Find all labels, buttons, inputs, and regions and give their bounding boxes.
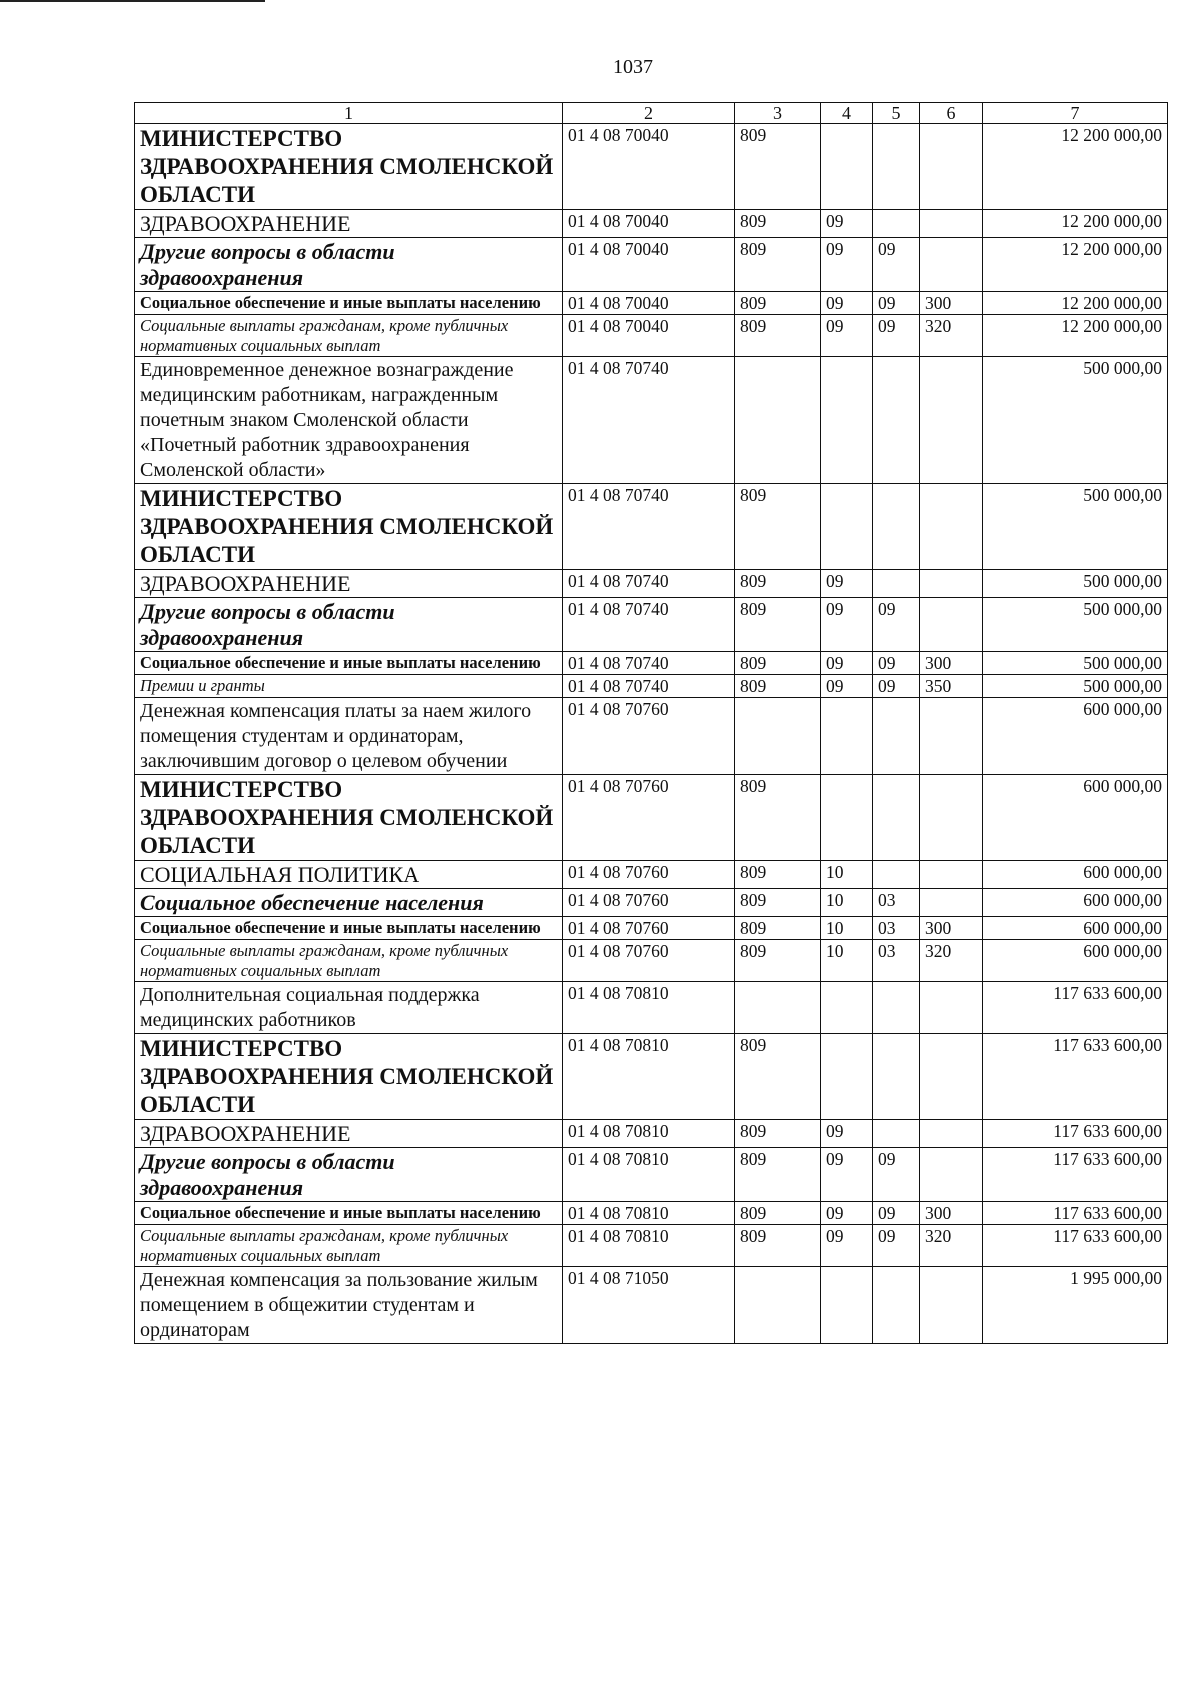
expense-type-cell: 350 [920, 675, 983, 698]
target-code-cell: 01 4 08 70810 [563, 982, 735, 1034]
header-cell-6: 6 [920, 103, 983, 124]
target-code-cell: 01 4 08 70810 [563, 1120, 735, 1148]
subsection-code-cell [873, 861, 920, 889]
table-header-row [135, 103, 1168, 124]
expense-type-cell [920, 598, 983, 652]
name-cell: Социальные выплаты гражданам, кроме публичных нормативных социальных выплат [135, 315, 563, 357]
target-code-cell: 01 4 08 70040 [563, 315, 735, 357]
section-code-cell [821, 1034, 873, 1120]
target-code-cell: 01 4 08 70810 [563, 1202, 735, 1225]
section-code-cell: 10 [821, 917, 873, 940]
department-code-cell: 809 [735, 775, 821, 861]
target-code-cell: 01 4 08 70760 [563, 861, 735, 889]
subsection-code-cell [873, 1267, 920, 1344]
table-row [135, 982, 1168, 1034]
amount-cell: 117 633 600,00 [983, 1034, 1168, 1120]
subsection-code-cell: 09 [873, 652, 920, 675]
subsection-code-cell: 03 [873, 917, 920, 940]
amount-cell: 12 200 000,00 [983, 124, 1168, 210]
expense-type-cell [920, 1034, 983, 1120]
section-code-cell: 09 [821, 570, 873, 598]
expense-type-cell [920, 861, 983, 889]
department-code-cell: 809 [735, 570, 821, 598]
table-row [135, 210, 1168, 238]
name-cell: МИНИСТЕРСТВО ЗДРАВООХРАНЕНИЯ СМОЛЕНСКОЙ ОБЛАСТИ [135, 775, 563, 861]
department-code-cell: 809 [735, 1120, 821, 1148]
expense-type-cell [920, 124, 983, 210]
department-code-cell: 809 [735, 889, 821, 917]
target-code-cell: 01 4 08 70040 [563, 292, 735, 315]
name-cell: Социальное обеспечение и иные выплаты населению [135, 1202, 563, 1225]
target-code-cell: 01 4 08 70760 [563, 775, 735, 861]
amount-cell: 117 633 600,00 [983, 1148, 1168, 1202]
subsection-code-cell [873, 124, 920, 210]
section-code-cell: 09 [821, 315, 873, 357]
amount-cell: 117 633 600,00 [983, 1225, 1168, 1267]
department-code-cell [735, 357, 821, 484]
department-code-cell: 809 [735, 917, 821, 940]
subsection-code-cell [873, 570, 920, 598]
name-cell: МИНИСТЕРСТВО ЗДРАВООХРАНЕНИЯ СМОЛЕНСКОЙ ОБЛАСТИ [135, 484, 563, 570]
name-cell: СОЦИАЛЬНАЯ ПОЛИТИКА [135, 861, 563, 889]
amount-cell: 117 633 600,00 [983, 1202, 1168, 1225]
amount-cell: 117 633 600,00 [983, 1120, 1168, 1148]
target-code-cell: 01 4 08 70040 [563, 238, 735, 292]
department-code-cell [735, 1267, 821, 1344]
table-row [135, 775, 1168, 861]
subsection-code-cell [873, 698, 920, 775]
department-code-cell: 809 [735, 1225, 821, 1267]
expense-type-cell [920, 889, 983, 917]
subsection-code-cell: 09 [873, 1148, 920, 1202]
target-code-cell: 01 4 08 70740 [563, 598, 735, 652]
target-code-cell: 01 4 08 70760 [563, 889, 735, 917]
table-row [135, 698, 1168, 775]
expense-type-cell: 320 [920, 940, 983, 982]
expense-type-cell [920, 210, 983, 238]
department-code-cell: 809 [735, 598, 821, 652]
table-row [135, 1202, 1168, 1225]
header-cell-3: 3 [735, 103, 821, 124]
department-code-cell: 809 [735, 292, 821, 315]
expense-type-cell [920, 1267, 983, 1344]
name-cell: Социальное обеспечение и иные выплаты населению [135, 917, 563, 940]
amount-cell: 500 000,00 [983, 570, 1168, 598]
table-row [135, 889, 1168, 917]
department-code-cell: 809 [735, 1202, 821, 1225]
section-code-cell: 09 [821, 1225, 873, 1267]
name-cell: Социальное обеспечение и иные выплаты населению [135, 652, 563, 675]
subsection-code-cell: 09 [873, 292, 920, 315]
scan-edge-line [0, 0, 265, 2]
header-cell-4: 4 [821, 103, 873, 124]
target-code-cell: 01 4 08 70760 [563, 698, 735, 775]
target-code-cell: 01 4 08 70740 [563, 675, 735, 698]
section-code-cell: 09 [821, 652, 873, 675]
department-code-cell: 809 [735, 484, 821, 570]
department-code-cell: 809 [735, 315, 821, 357]
amount-cell: 600 000,00 [983, 889, 1168, 917]
name-cell: Социальное обеспечение и иные выплаты населению [135, 292, 563, 315]
table-row [135, 238, 1168, 292]
table-row [135, 570, 1168, 598]
department-code-cell [735, 982, 821, 1034]
table-row [135, 124, 1168, 210]
amount-cell: 600 000,00 [983, 861, 1168, 889]
budget-table [134, 102, 1168, 1344]
expense-type-cell: 300 [920, 1202, 983, 1225]
name-cell: Социальное обеспечение населения [135, 889, 563, 917]
table-row [135, 1267, 1168, 1344]
subsection-code-cell: 03 [873, 889, 920, 917]
name-cell: Денежная компенсация за пользование жилым помещением в общежитии студентам и ординаторам [135, 1267, 563, 1344]
expense-type-cell: 320 [920, 1225, 983, 1267]
name-cell: Другие вопросы в области здравоохранения [135, 598, 563, 652]
section-code-cell [821, 698, 873, 775]
table-row [135, 861, 1168, 889]
section-code-cell [821, 357, 873, 484]
subsection-code-cell [873, 982, 920, 1034]
subsection-code-cell [873, 210, 920, 238]
amount-cell: 600 000,00 [983, 698, 1168, 775]
subsection-code-cell: 09 [873, 598, 920, 652]
department-code-cell: 809 [735, 1034, 821, 1120]
expense-type-cell [920, 357, 983, 484]
amount-cell: 500 000,00 [983, 484, 1168, 570]
table-row [135, 1034, 1168, 1120]
header-cell-2: 2 [563, 103, 735, 124]
table-row [135, 598, 1168, 652]
table-row [135, 940, 1168, 982]
target-code-cell: 01 4 08 70040 [563, 210, 735, 238]
section-code-cell: 09 [821, 1202, 873, 1225]
section-code-cell [821, 484, 873, 570]
department-code-cell: 809 [735, 238, 821, 292]
amount-cell: 117 633 600,00 [983, 982, 1168, 1034]
subsection-code-cell: 09 [873, 675, 920, 698]
section-code-cell [821, 982, 873, 1034]
name-cell: Единовременное денежное вознаграждение медицинским работникам, награжденным почетным знаком Смоленской области «Почетный работник здравоохранения Смоленской области» [135, 357, 563, 484]
section-code-cell: 09 [821, 238, 873, 292]
subsection-code-cell: 09 [873, 315, 920, 357]
amount-cell: 500 000,00 [983, 652, 1168, 675]
department-code-cell [735, 698, 821, 775]
section-code-cell: 09 [821, 1120, 873, 1148]
department-code-cell: 809 [735, 675, 821, 698]
amount-cell: 12 200 000,00 [983, 292, 1168, 315]
expense-type-cell: 300 [920, 292, 983, 315]
subsection-code-cell [873, 1120, 920, 1148]
target-code-cell: 01 4 08 70740 [563, 570, 735, 598]
subsection-code-cell: 03 [873, 940, 920, 982]
target-code-cell: 01 4 08 71050 [563, 1267, 735, 1344]
expense-type-cell [920, 775, 983, 861]
expense-type-cell [920, 698, 983, 775]
amount-cell: 600 000,00 [983, 940, 1168, 982]
subsection-code-cell [873, 357, 920, 484]
table-row [135, 675, 1168, 698]
target-code-cell: 01 4 08 70740 [563, 652, 735, 675]
expense-type-cell: 320 [920, 315, 983, 357]
section-code-cell: 09 [821, 210, 873, 238]
expense-type-cell [920, 1148, 983, 1202]
target-code-cell: 01 4 08 70810 [563, 1225, 735, 1267]
table-row [135, 1225, 1168, 1267]
header-cell-1: 1 [135, 103, 563, 124]
section-code-cell: 10 [821, 940, 873, 982]
department-code-cell: 809 [735, 861, 821, 889]
table-row [135, 1148, 1168, 1202]
section-code-cell [821, 775, 873, 861]
section-code-cell [821, 124, 873, 210]
target-code-cell: 01 4 08 70760 [563, 917, 735, 940]
section-code-cell: 10 [821, 889, 873, 917]
amount-cell: 500 000,00 [983, 675, 1168, 698]
target-code-cell: 01 4 08 70760 [563, 940, 735, 982]
name-cell: Дополнительная социальная поддержка медицинских работников [135, 982, 563, 1034]
name-cell: МИНИСТЕРСТВО ЗДРАВООХРАНЕНИЯ СМОЛЕНСКОЙ ОБЛАСТИ [135, 124, 563, 210]
amount-cell: 500 000,00 [983, 598, 1168, 652]
subsection-code-cell [873, 1034, 920, 1120]
expense-type-cell: 300 [920, 917, 983, 940]
target-code-cell: 01 4 08 70810 [563, 1034, 735, 1120]
section-code-cell: 09 [821, 675, 873, 698]
department-code-cell: 809 [735, 124, 821, 210]
subsection-code-cell: 09 [873, 1225, 920, 1267]
subsection-code-cell: 09 [873, 1202, 920, 1225]
name-cell: Другие вопросы в области здравоохранения [135, 238, 563, 292]
section-code-cell: 09 [821, 598, 873, 652]
amount-cell: 1 995 000,00 [983, 1267, 1168, 1344]
expense-type-cell [920, 982, 983, 1034]
subsection-code-cell [873, 484, 920, 570]
table-row [135, 484, 1168, 570]
name-cell: Премии и гранты [135, 675, 563, 698]
table-row [135, 357, 1168, 484]
subsection-code-cell: 09 [873, 238, 920, 292]
table-row [135, 652, 1168, 675]
table-row [135, 917, 1168, 940]
expense-type-cell [920, 484, 983, 570]
expense-type-cell [920, 1120, 983, 1148]
department-code-cell: 809 [735, 940, 821, 982]
name-cell: Социальные выплаты гражданам, кроме публичных нормативных социальных выплат [135, 940, 563, 982]
table-row [135, 315, 1168, 357]
expense-type-cell [920, 238, 983, 292]
department-code-cell: 809 [735, 210, 821, 238]
name-cell: МИНИСТЕРСТВО ЗДРАВООХРАНЕНИЯ СМОЛЕНСКОЙ ОБЛАСТИ [135, 1034, 563, 1120]
target-code-cell: 01 4 08 70040 [563, 124, 735, 210]
header-cell-7: 7 [983, 103, 1168, 124]
name-cell: Социальные выплаты гражданам, кроме публичных нормативных социальных выплат [135, 1225, 563, 1267]
expense-type-cell: 300 [920, 652, 983, 675]
name-cell: Другие вопросы в области здравоохранения [135, 1148, 563, 1202]
amount-cell: 500 000,00 [983, 357, 1168, 484]
expense-type-cell [920, 570, 983, 598]
target-code-cell: 01 4 08 70740 [563, 484, 735, 570]
department-code-cell: 809 [735, 1148, 821, 1202]
target-code-cell: 01 4 08 70740 [563, 357, 735, 484]
section-code-cell: 09 [821, 292, 873, 315]
name-cell: ЗДРАВООХРАНЕНИЕ [135, 570, 563, 598]
section-code-cell: 10 [821, 861, 873, 889]
subsection-code-cell [873, 775, 920, 861]
name-cell: ЗДРАВООХРАНЕНИЕ [135, 1120, 563, 1148]
amount-cell: 600 000,00 [983, 775, 1168, 861]
amount-cell: 12 200 000,00 [983, 238, 1168, 292]
header-cell-5: 5 [873, 103, 920, 124]
table-row [135, 1120, 1168, 1148]
amount-cell: 12 200 000,00 [983, 315, 1168, 357]
page-number: 1037 [613, 56, 653, 78]
name-cell: Денежная компенсация платы за наем жилого помещения студентам и ординаторам, заключившим договор о целевом обучении [135, 698, 563, 775]
section-code-cell: 09 [821, 1148, 873, 1202]
section-code-cell [821, 1267, 873, 1344]
table-row [135, 292, 1168, 315]
name-cell: ЗДРАВООХРАНЕНИЕ [135, 210, 563, 238]
amount-cell: 600 000,00 [983, 917, 1168, 940]
amount-cell: 12 200 000,00 [983, 210, 1168, 238]
department-code-cell: 809 [735, 652, 821, 675]
target-code-cell: 01 4 08 70810 [563, 1148, 735, 1202]
